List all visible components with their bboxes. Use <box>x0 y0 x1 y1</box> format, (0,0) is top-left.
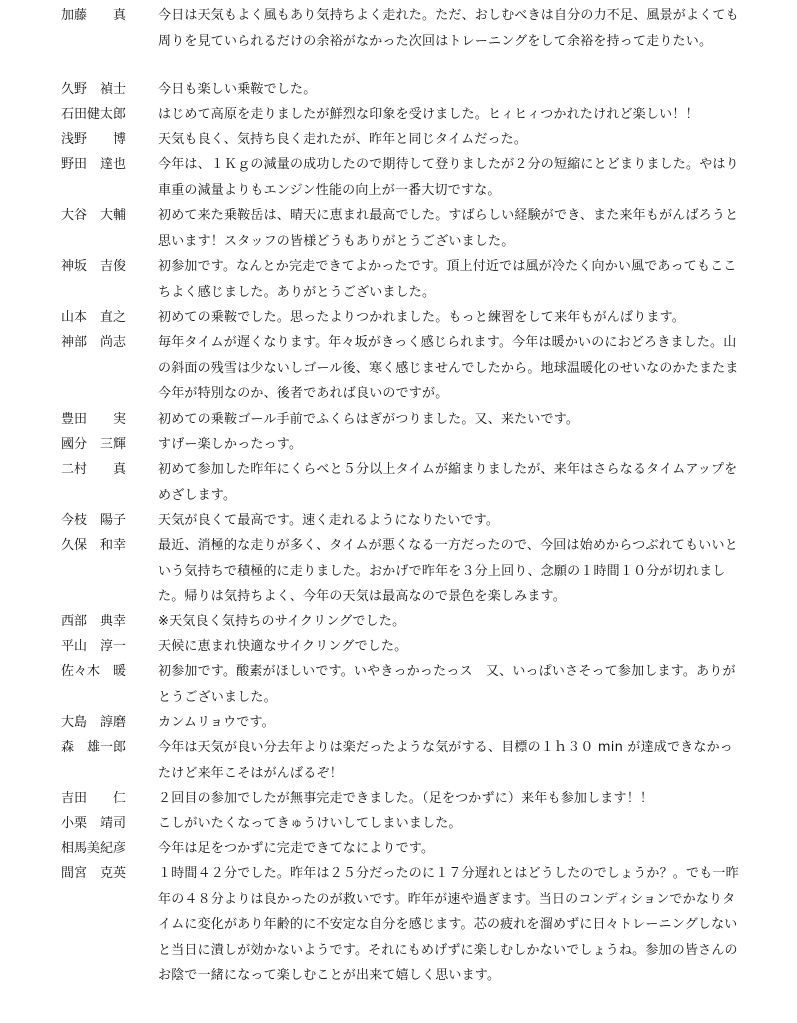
participant-name: 佐々木 暖 <box>61 664 127 679</box>
participant-comment: 今日は天気もよく風もあり気持ちよく走れた。ただ、おしむべきは自分の力不足、風景がよくても周りを見ていられるだけの余裕がなかった次回はトレーニングをして余裕を持って走りたい。 <box>158 8 739 49</box>
participant-comment: 最近、消極的な走りが多く、タイムが悪くなる一方だったので、今回は始めからつぶれてもいいという気持ちで積極的に走りました。おかげで昨年を３分上回り、念願の１時間１０分が切れました。帰りは気持ちよく、今年の天気は最高なので景色を楽しみます。 <box>158 538 738 604</box>
participant-comment: こしがいたくなってきゅうけいしてしまいました。 <box>158 816 462 831</box>
participant-name: 豊田 実 <box>61 412 127 427</box>
participant-name: 浅野 博 <box>61 132 127 147</box>
participant-name: 二村 真 <box>61 462 127 477</box>
participant-name: 今枝 陽子 <box>61 513 127 528</box>
participant-name: 小栗 靖司 <box>61 816 127 831</box>
participant-comment: 毎年タイムが遅くなります。年々坂がきっく感じられます。今年は暖かいのにおどろきました。山の斜面の残雪は少ないしゴール後、寒く感じませんでしたから。地球温暖化のせいなのかたまたま今年が特別なのか、後者であれば良いのですが。 <box>158 335 739 401</box>
participant-name: 大島 諄磨 <box>61 715 127 730</box>
participant-comment: 初参加です。酸素がほしいです。いやきっかったっス 又、いっぱいさそって参加します。ありがとうございました。 <box>158 664 736 705</box>
participant-name: 吉田 仁 <box>61 791 127 806</box>
participant-name: 山本 直之 <box>61 310 127 325</box>
participant-comment: 今年は、１Ｋｇの減量の成功したので期待して登りましたが２分の短縮にとどまりました。やはり車重の減量よりもエンジン性能の向上が一番大切ですな。 <box>158 157 739 198</box>
participant-name: 西部 典幸 <box>61 614 127 629</box>
participant-comment: 今日も楽しい乗鞍でした。 <box>158 82 317 97</box>
participant-name: 間宮 克英 <box>61 866 127 881</box>
participant-name: 相馬美紀彦 <box>61 841 127 856</box>
participant-comment: すげー楽しかったっす。 <box>158 437 303 452</box>
participant-comment: カンムリョウです。 <box>158 715 275 730</box>
participant-comment: ２回目の参加でしたが無事完走できました。（足をつかずに）来年も参加します！！ <box>158 791 654 806</box>
participant-name: 森 雄一郎 <box>61 740 127 755</box>
participant-comment: 天候に恵まれ快適なサイクリングでした。 <box>158 639 408 654</box>
participant-name: 石田健太郎 <box>61 107 127 122</box>
participant-comment: はじめて高原を走りましたが鮮烈な印象を受けました。ヒィヒィつかれたけれど楽しい！！ <box>158 107 699 122</box>
participant-name: 久保 和幸 <box>61 538 127 553</box>
participant-name: 大谷 大輔 <box>61 208 127 223</box>
participant-comment: ※天気良く気持ちのサイクリングでした。 <box>158 614 406 629</box>
participant-name: 加藤 真 <box>61 8 127 23</box>
participant-name: 神坂 吉俊 <box>61 259 127 274</box>
participant-comment: 天気が良くて最高です。速く走れるようになりたいです。 <box>158 513 500 528</box>
participant-name: 國分 三輝 <box>61 437 127 452</box>
participant-name: 野田 達也 <box>61 157 127 172</box>
participant-comment: 初めての乗鞍でした。思ったよりつかれました。もっと練習をして来年もがんばります。 <box>158 310 685 325</box>
participant-comment: 初参加です。なんとか完走できてよかったです。頂上付近では風が冷たく向かい風であってもここちよく感じました。ありがとうございました。 <box>158 259 737 300</box>
participant-comment: 今年は足をつかずに完走できてなによりです。 <box>158 841 435 856</box>
participant-name: 久野 禎士 <box>61 82 127 97</box>
participant-comment: 初めて来た乗鞍岳は、晴天に恵まれ最高でした。すばらしい経験ができ、また来年もがんばろうと思います！スタッフの皆様どうもありがとうございました。 <box>158 208 739 249</box>
participant-comment: 初めて参加した昨年にくらべと５分以上タイムが縮まりましたが、来年はさらなるタイムアップをめざします。 <box>158 462 738 503</box>
participant-comment: １時間４２分でした。昨年は２５分だったのに１７分遅れとはどうしたのでしょうか？。でも一昨年の４８分よりは良かったのが救いです。昨年が速や過ぎます。当日のコンディションでかなりタイムに変化があり年齢的に不安定な自分を感じます。芯の疲れを溜めずに日々トレーニングしないと当日に潰しが効かないようです。それにもめげずに楽しむしかないでしょうね。参加の皆さんのお陰で一緒になって楽しむことが出来て嬉しく思います。 <box>158 866 739 983</box>
participant-comment: 今年は天気が良い分去年よりは楽だったような気がする、目標の１ｈ３０ min が達成できなかったけど来年こそはがんばるぞ！ <box>158 740 733 781</box>
participant-name: 平山 淳一 <box>61 639 127 654</box>
participant-comment: 初めての乗鞍ゴール手前でふくらはぎがつりました。又、来たいです。 <box>158 412 580 427</box>
participant-name: 神部 尚志 <box>61 335 127 350</box>
participant-comment: 天気も良く、気持ち良く走れたが、昨年と同じタイムだった。 <box>158 132 528 147</box>
